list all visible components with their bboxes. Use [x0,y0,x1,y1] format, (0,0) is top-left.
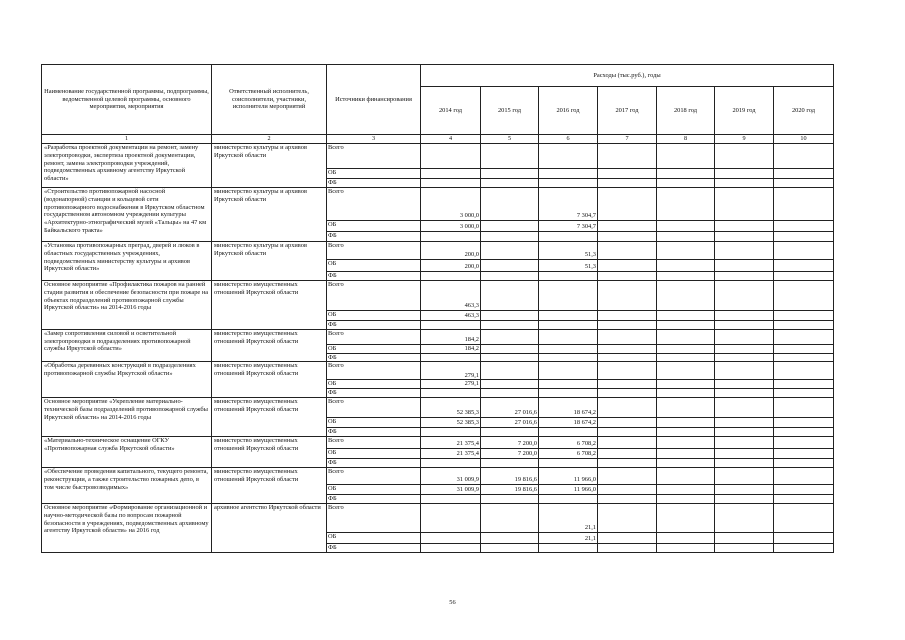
column-number-cell: 4 [421,135,481,144]
amount-cell [481,311,539,321]
amount-cell: 11 966,0 [539,468,598,485]
amount-cell [774,418,834,428]
funding-source-cell: ОБ [327,380,421,389]
funding-source-cell: Всего [327,242,421,260]
funding-source-cell: ФБ [327,459,421,468]
amount-cell: 27 016,6 [481,418,539,428]
amount-cell [774,144,834,169]
amount-cell [598,272,657,281]
amount-cell [715,459,774,468]
amount-cell [774,179,834,188]
amount-cell [715,260,774,272]
amount-cell [657,353,715,362]
amount-cell [657,179,715,188]
amount-cell [657,321,715,330]
amount-cell [539,311,598,321]
page-number: 56 [449,599,456,606]
amount-cell [774,311,834,321]
amount-cell [715,468,774,485]
amount-cell: 463,3 [421,281,481,311]
measure-name-cell: «Обеспечение проведения капитального, текущего ремонта, реконструкции, а также строительство пожарных депо, в том числе быстровозводимых» [42,468,212,504]
amount-cell [539,344,598,353]
amount-cell [657,380,715,389]
amount-cell [421,232,481,242]
amount-cell: 3 000,0 [421,221,481,232]
funding-source-cell: ОБ [327,169,421,179]
header-source-cell: Источники финансирования [327,65,421,135]
amount-cell [715,495,774,504]
amount-cell [598,459,657,468]
responsible-cell: министерство имущественных отношений Иркутской области [212,281,327,330]
amount-cell [598,353,657,362]
amount-cell [481,221,539,232]
amount-cell [657,532,715,543]
amount-cell [657,272,715,281]
amount-cell [774,485,834,495]
amount-cell [481,321,539,330]
amount-cell [657,188,715,221]
amount-cell [715,329,774,344]
amount-cell: 463,3 [421,311,481,321]
amount-cell [774,260,834,272]
amount-cell [715,188,774,221]
header-year-cell: 2015 год [481,87,539,135]
amount-cell [715,344,774,353]
amount-cell [598,188,657,221]
amount-cell [421,459,481,468]
amount-cell [657,221,715,232]
responsible-cell: министерство имущественных отношений Иркутской области [212,468,327,504]
responsible-cell: министерство имущественных отношений Иркутской области [212,437,327,468]
table-row [42,437,834,449]
amount-cell [481,144,539,169]
amount-cell [598,468,657,485]
measure-name-cell: Основное мероприятие «Профилактика пожаров на ранней стадии развития и обеспечение безопасности при пожаре на объектах подразделений противопожарной службы Иркутской области» на 2014-2016 годы [42,281,212,330]
amount-cell [715,543,774,552]
amount-cell: 6 708,2 [539,449,598,459]
amount-cell [774,362,834,380]
amount-cell [774,398,834,418]
amount-cell [774,242,834,260]
amount-cell [421,321,481,330]
responsible-cell: министерство культуры и архивов Иркутской области [212,144,327,188]
amount-cell [421,543,481,552]
amount-cell [481,329,539,344]
table-row [42,329,834,344]
amount-cell [715,272,774,281]
amount-cell [715,232,774,242]
header-year-cell: 2016 год [539,87,598,135]
column-number-cell: 3 [327,135,421,144]
amount-cell [481,281,539,311]
amount-cell [598,221,657,232]
amount-cell [774,532,834,543]
column-number-cell: 5 [481,135,539,144]
amount-cell [598,398,657,418]
header-name-cell: Наименование государственной программы, подпрограммы, ведомственной целевой программы, основного мероприятия, мероприятия [42,65,212,135]
amount-cell: 18 674,2 [539,398,598,418]
amount-cell [715,353,774,362]
amount-cell [481,353,539,362]
amount-cell [421,353,481,362]
amount-cell [657,232,715,242]
amount-cell [657,418,715,428]
funding-source-cell: ФБ [327,179,421,188]
responsible-cell: министерство имущественных отношений Иркутской области [212,398,327,437]
amount-cell [715,179,774,188]
amount-cell [774,188,834,221]
amount-cell [481,242,539,260]
amount-cell [715,428,774,437]
amount-cell [539,169,598,179]
amount-cell [481,380,539,389]
amount-cell [539,389,598,398]
funding-source-cell: Всего [327,437,421,449]
amount-cell [598,437,657,449]
amount-cell [598,485,657,495]
table-row [42,188,834,221]
amount-cell [481,188,539,221]
column-number-cell: 2 [212,135,327,144]
funding-source-cell: ФБ [327,353,421,362]
responsible-cell: министерство имущественных отношений Иркутской области [212,362,327,398]
funding-source-cell: ФБ [327,389,421,398]
amount-cell [657,344,715,353]
amount-cell [598,311,657,321]
amount-cell [598,242,657,260]
amount-cell [774,437,834,449]
amount-cell [774,321,834,330]
funding-source-cell: ОБ [327,221,421,232]
amount-cell: 52 385,3 [421,418,481,428]
amount-cell [657,389,715,398]
funding-source-cell: ФБ [327,272,421,281]
amount-cell [598,449,657,459]
funding-source-cell: ФБ [327,232,421,242]
amount-cell: 279,1 [421,380,481,389]
amount-cell: 7 304,7 [539,188,598,221]
amount-cell [598,321,657,330]
header-expenses-cell: Расходы (тыс.руб.), годы [421,65,834,87]
header-year-cell: 2020 год [774,87,834,135]
amount-cell: 11 966,0 [539,485,598,495]
funding-source-cell: ОБ [327,418,421,428]
amount-cell [598,144,657,169]
amount-cell [657,543,715,552]
amount-cell [774,543,834,552]
measure-name-cell: «Строительство противопожарной насосной (водонапорной) станции и кольцевой сети противопожарного водоснабжения в Иркутском областном государственном автономном учреждении культуры «Архитектурно-этнографический музей «Тальцы» на 47 км Байкальского тракта» [42,188,212,242]
amount-cell [774,353,834,362]
amount-cell [715,242,774,260]
amount-cell [539,281,598,311]
amount-cell [539,232,598,242]
amount-cell [481,179,539,188]
amount-cell [539,495,598,504]
amount-cell [657,459,715,468]
amount-cell [481,543,539,552]
amount-cell [657,311,715,321]
amount-cell [598,543,657,552]
amount-cell [598,169,657,179]
amount-cell [657,169,715,179]
amount-cell: 19 816,6 [481,468,539,485]
table-row [42,281,834,311]
amount-cell: 21 375,4 [421,449,481,459]
responsible-cell: архивное агентство Иркутской области [212,503,327,552]
amount-cell [715,437,774,449]
amount-cell [657,260,715,272]
amount-cell [657,495,715,504]
amount-cell: 51,3 [539,260,598,272]
amount-cell [657,242,715,260]
measure-name-cell: «Материально-техническое оснащение ОГКУ «Противопожарная служба Иркутской области» [42,437,212,468]
responsible-cell: министерство имущественных отношений Иркутской области [212,329,327,362]
amount-cell [657,329,715,344]
amount-cell: 31 009,9 [421,468,481,485]
header-year-cell: 2019 год [715,87,774,135]
funding-source-cell: ОБ [327,485,421,495]
responsible-cell: министерство культуры и архивов Иркутской области [212,242,327,281]
amount-cell: 31 009,9 [421,485,481,495]
header-year-cell: 2014 год [421,87,481,135]
amount-cell [598,418,657,428]
table-row [42,362,834,380]
amount-cell [657,468,715,485]
funding-source-cell: Всего [327,144,421,169]
amount-cell [774,344,834,353]
amount-cell: 27 016,6 [481,398,539,418]
measure-name-cell: «Обработка деревянных конструкций в подразделениях противопожарной службы Иркутской области» [42,362,212,398]
table-row [42,398,834,418]
column-number-cell: 10 [774,135,834,144]
table-row [42,503,834,532]
amount-cell: 7 200,0 [481,437,539,449]
amount-cell [715,418,774,428]
measure-name-cell: «Разработка проектной документации на ремонт, замену электропроводки, экспертиза проектной документации, ремонт, замена электропроводки учреждений, подведомственных архивному агентству Иркутской области» [42,144,212,188]
funding-source-cell: Всего [327,468,421,485]
amount-cell [539,380,598,389]
amount-cell: 18 674,2 [539,418,598,428]
amount-cell [657,485,715,495]
table-row [42,468,834,485]
table-row [42,242,834,260]
responsible-cell: министерство культуры и архивов Иркутской области [212,188,327,242]
amount-cell [715,380,774,389]
amount-cell [774,468,834,485]
funding-source-cell: ОБ [327,344,421,353]
amount-cell [539,543,598,552]
amount-cell [715,311,774,321]
amount-cell [539,362,598,380]
column-number-cell: 1 [42,135,212,144]
amount-cell [715,321,774,330]
funding-source-cell: ФБ [327,321,421,330]
column-number-row [42,135,834,144]
budget-table-sheet [41,64,833,569]
amount-cell: 7 200,0 [481,449,539,459]
amount-cell [481,344,539,353]
amount-cell [774,329,834,344]
header-responsible-cell: Ответственный исполнитель, соисполнители, участники, исполнители мероприятий [212,65,327,135]
amount-cell [774,272,834,281]
amount-cell [481,260,539,272]
amount-cell [774,495,834,504]
amount-cell [774,221,834,232]
amount-cell [715,503,774,532]
amount-cell [657,398,715,418]
amount-cell [657,281,715,311]
measure-name-cell: Основное мероприятие «Укрепление материально-технической базы подразделений противопожарной службы Иркутской области» на 2014-2016 годы [42,398,212,437]
funding-source-cell: Всего [327,362,421,380]
amount-cell [421,169,481,179]
funding-source-cell: Всего [327,329,421,344]
amount-cell [715,169,774,179]
amount-cell [598,495,657,504]
amount-cell [598,281,657,311]
amount-cell [774,459,834,468]
amount-cell: 6 708,2 [539,437,598,449]
measure-name-cell: «Замер сопротивления силовой и осветительной электропроводки в подразделениях противопожарной службы Иркутской области» [42,329,212,362]
amount-cell [657,362,715,380]
amount-cell: 21,1 [539,532,598,543]
amount-cell: 279,1 [421,362,481,380]
amount-cell [598,362,657,380]
column-number-cell: 6 [539,135,598,144]
amount-cell [598,503,657,532]
amount-cell [539,353,598,362]
amount-cell [539,329,598,344]
amount-cell [715,389,774,398]
amount-cell: 51,3 [539,242,598,260]
amount-cell [598,380,657,389]
budget-table [41,64,834,553]
amount-cell [481,459,539,468]
amount-cell [421,503,481,532]
amount-cell [657,437,715,449]
amount-cell [774,389,834,398]
amount-cell [539,428,598,437]
amount-cell [421,272,481,281]
amount-cell [774,503,834,532]
funding-source-cell: ОБ [327,311,421,321]
amount-cell [598,329,657,344]
amount-cell [598,344,657,353]
funding-source-cell: ФБ [327,428,421,437]
amount-cell: 52 385,3 [421,398,481,418]
amount-cell [539,459,598,468]
amount-cell [539,179,598,188]
header-year-cell: 2017 год [598,87,657,135]
amount-cell [539,144,598,169]
amount-cell [774,232,834,242]
measure-name-cell: «Установка противопожарных преград, дверей и люков в областных государственных учреждениях, подведомственных министерству культуры и архивов Иркутской области» [42,242,212,281]
funding-source-cell: ОБ [327,532,421,543]
amount-cell: 19 816,6 [481,485,539,495]
amount-cell [481,272,539,281]
funding-source-cell: ОБ [327,260,421,272]
amount-cell [657,503,715,532]
funding-source-cell: Всего [327,503,421,532]
funding-source-cell: ФБ [327,495,421,504]
amount-cell [774,380,834,389]
amount-cell [481,495,539,504]
amount-cell [657,428,715,437]
column-number-cell: 7 [598,135,657,144]
amount-cell: 3 000,0 [421,188,481,221]
amount-cell [715,362,774,380]
amount-cell: 200,0 [421,260,481,272]
amount-cell: 184,2 [421,329,481,344]
amount-cell [421,389,481,398]
amount-cell [539,321,598,330]
amount-cell [421,179,481,188]
measure-name-cell: Основное мероприятие «Формирование организационной и научно-методической базы по вопросам пожарной безопасности в учреждениях, подведомственных архивному агентству Иркутской области» на 2016 год [42,503,212,552]
amount-cell [657,449,715,459]
amount-cell [421,495,481,504]
amount-cell [715,485,774,495]
amount-cell [657,144,715,169]
amount-cell [598,179,657,188]
funding-source-cell: ФБ [327,543,421,552]
amount-cell [715,221,774,232]
amount-cell [481,169,539,179]
amount-cell [421,532,481,543]
amount-cell [598,389,657,398]
amount-cell [598,532,657,543]
funding-source-cell: Всего [327,281,421,311]
column-number-cell: 8 [657,135,715,144]
amount-cell [774,281,834,311]
table-row [42,144,834,169]
amount-cell [481,428,539,437]
amount-cell [481,532,539,543]
funding-source-cell: Всего [327,188,421,221]
amount-cell [774,428,834,437]
amount-cell: 21 375,4 [421,437,481,449]
funding-source-cell: ОБ [327,449,421,459]
amount-cell [481,503,539,532]
amount-cell: 200,0 [421,242,481,260]
amount-cell [715,144,774,169]
amount-cell: 21,1 [539,503,598,532]
amount-cell [715,449,774,459]
header-row-top [42,65,834,87]
amount-cell [715,281,774,311]
amount-cell [774,169,834,179]
amount-cell [481,232,539,242]
amount-cell [774,449,834,459]
amount-cell: 7 304,7 [539,221,598,232]
amount-cell: 184,2 [421,344,481,353]
amount-cell [481,389,539,398]
amount-cell [598,232,657,242]
header-year-cell: 2018 год [657,87,715,135]
amount-cell [715,398,774,418]
amount-cell [421,144,481,169]
amount-cell [539,272,598,281]
amount-cell [598,428,657,437]
amount-cell [481,362,539,380]
amount-cell [421,428,481,437]
amount-cell [715,532,774,543]
funding-source-cell: Всего [327,398,421,418]
column-number-cell: 9 [715,135,774,144]
amount-cell [598,260,657,272]
